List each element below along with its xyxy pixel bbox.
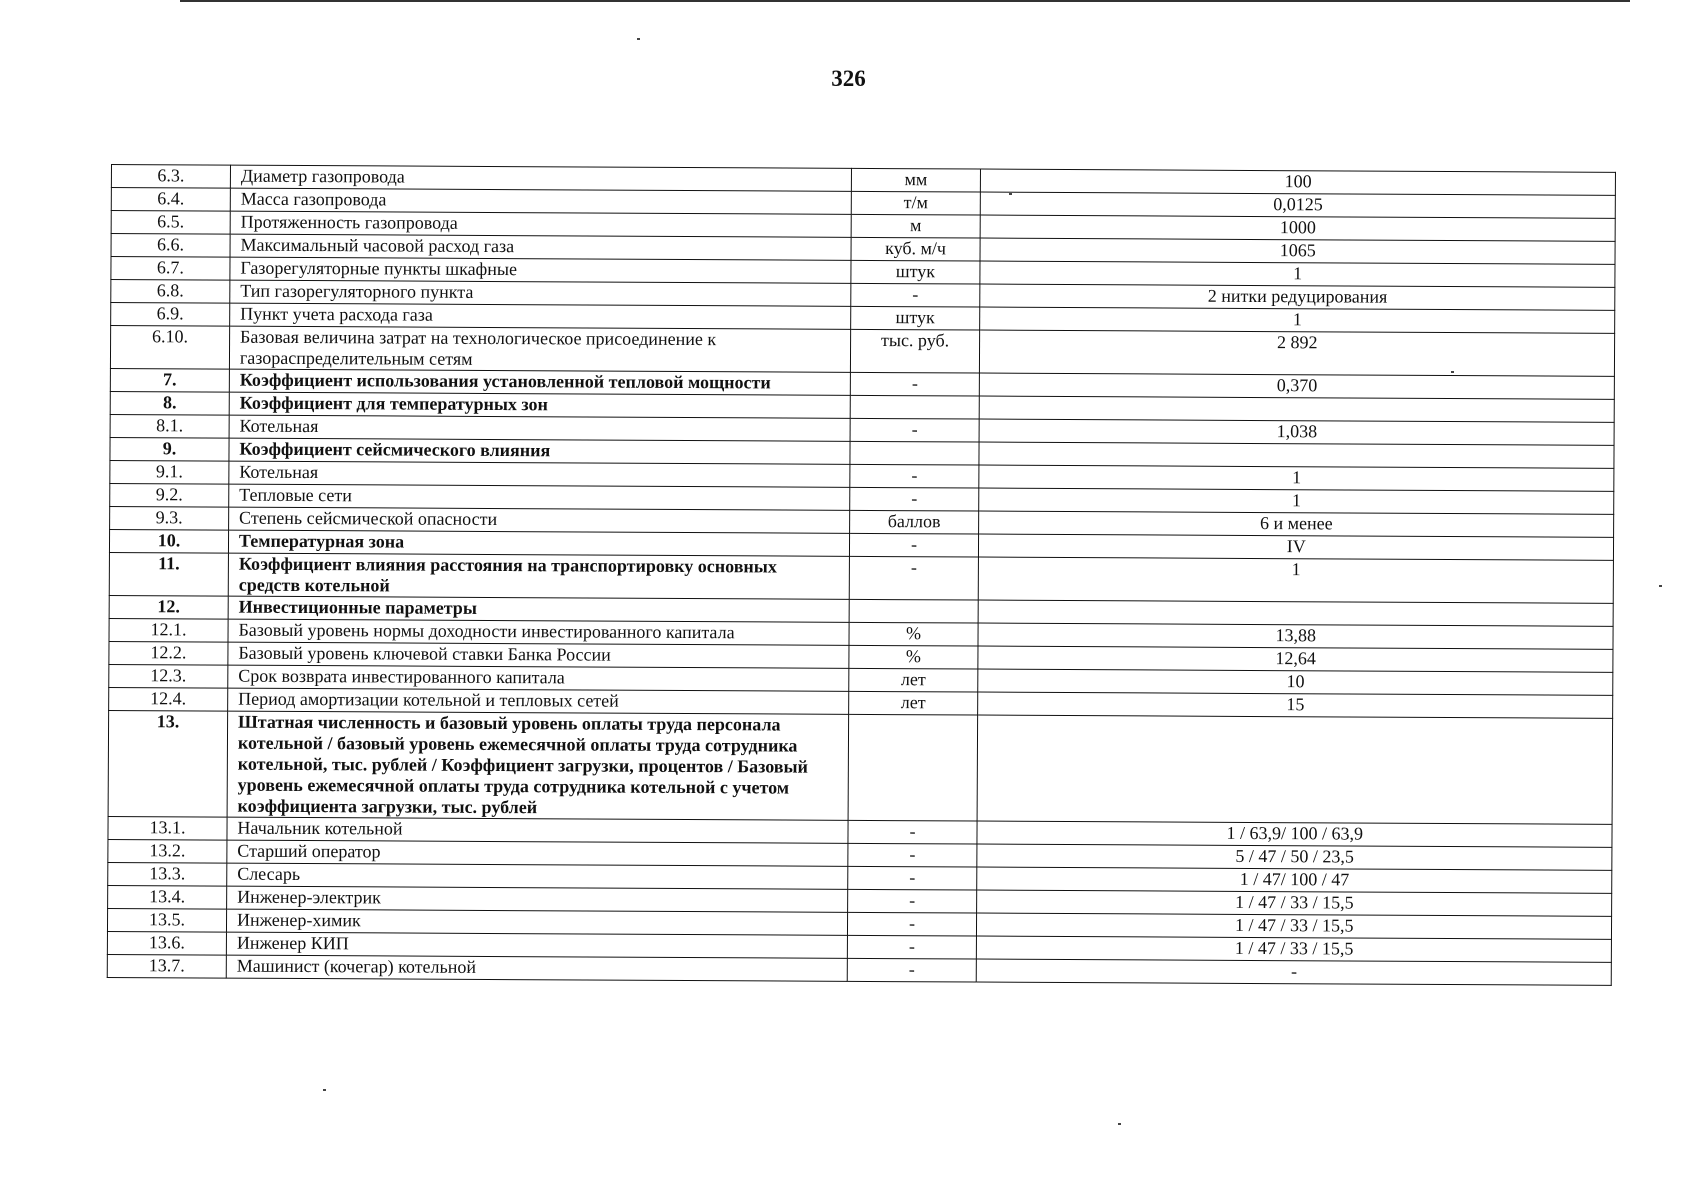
parameter-name-cell: Штатная численность и базовый уровень оплаты труда персонала котельной / базовый уровень ежемесячной оплаты труда сотрудника котельной, тыс. рублей / Коэффициент загрузки, процентов / Базовый уровень ежемесячной оплаты труда сотрудника котельной с учетом коэффициента загрузки, тыс. рублей [227,711,848,820]
parameter-name-cell: Коэффициент использования установленной тепловой мощности [229,369,850,395]
parameter-name-cell: Тепловые сети [229,484,850,510]
unit-cell: - [849,464,979,488]
row-number-cell: 12. [109,595,228,619]
row-number-cell: 13.5. [107,908,226,932]
parameter-name-cell: Котельная [229,415,850,441]
unit-cell: лет [848,668,978,692]
parameters-table-body [107,165,1615,986]
parameter-name-cell: Машинист (кочегар) котельной [226,955,847,981]
value-cell [980,396,1615,422]
unit-cell: - [849,487,979,511]
row-number-cell: 6.9. [111,303,230,327]
value-cell: 10 [978,669,1613,695]
value-cell: 13,88 [978,623,1613,649]
row-number-cell: 6.10. [110,326,229,370]
scan-speck [637,38,640,40]
row-number-cell: 12.1. [109,618,228,642]
row-number-cell: 13.6. [107,931,226,955]
value-cell: 2 нитки редуцирования [980,284,1615,310]
parameter-name-cell: Степень сейсмической опасности [229,507,850,533]
row-number-cell: 6.8. [111,280,230,304]
value-cell: IV [979,534,1614,560]
row-number-cell: 13.3. [108,862,227,886]
parameter-name-cell: Инженер-электрик [227,886,848,912]
row-number-cell: 7. [110,368,229,392]
parameter-name-cell: Старший оператор [227,840,848,866]
row-number-cell: 13.2. [108,839,227,863]
parameter-name-cell: Коэффициент сейсмического влияния [229,438,850,464]
value-cell: 1 / 47 / 33 / 15,5 [977,913,1612,939]
unit-cell: - [847,820,977,844]
parameter-name-cell: Базовый уровень ключевой ставки Банка России [228,642,849,668]
value-cell: 1065 [980,238,1615,264]
value-cell: 1 / 47 / 33 / 15,5 [977,936,1612,962]
value-cell: 100 [981,169,1616,195]
row-number-cell: 13.7. [107,954,226,978]
row-number-cell: 6.4. [111,188,230,212]
parameter-name-cell: Газорегуляторные пункты шкафные [230,257,851,283]
unit-cell [849,441,979,465]
unit-cell [850,395,980,419]
unit-cell: куб. м/ч [851,237,981,261]
row-number-cell: 12.2. [109,641,228,665]
unit-cell: - [847,889,977,913]
unit-cell: - [850,372,980,396]
value-cell: 12,64 [978,646,1613,672]
unit-cell: - [847,912,977,936]
unit-cell: - [850,418,980,442]
scan-speck [1118,1123,1121,1125]
page-number: 326 [831,66,866,91]
row-number-cell: 9.2. [110,483,229,507]
value-cell: 1 / 47 / 33 / 15,5 [977,890,1612,916]
unit-cell [849,599,979,623]
row-number-cell: 13.1. [108,816,227,840]
value-cell [979,600,1614,626]
parameter-name-cell: Инвестиционные параметры [228,596,849,622]
value-cell: 1 [980,307,1615,333]
value-cell: 1000 [981,215,1616,241]
row-number-cell: 13. [108,710,227,817]
parameter-name-cell: Максимальный часовой расход газа [230,234,851,260]
unit-cell: - [847,935,977,959]
row-number-cell: 9.3. [110,506,229,530]
unit-cell: т/м [851,191,981,215]
unit-cell: % [848,645,978,669]
row-number-cell: 6.5. [111,211,230,235]
parameter-name-cell: Срок возврата инвестированного капитала [228,665,849,691]
value-cell: - [977,959,1612,985]
value-cell: 1 / 63,9/ 100 / 63,9 [977,821,1612,847]
unit-cell: - [849,556,979,600]
value-cell: 5 / 47 / 50 / 23,5 [977,844,1612,870]
row-number-cell: 13.4. [108,885,227,909]
scan-edge-line [180,0,1630,5]
parameter-name-cell: Базовая величина затрат на технологическое присоединение к газораспределительным сетям [229,326,850,372]
unit-cell: - [847,866,977,890]
row-number-cell: 8. [110,391,229,415]
parameter-name-cell: Коэффициент для температурных зон [229,392,850,418]
scan-speck [1451,371,1454,373]
row-number-cell: 6.6. [111,234,230,258]
value-cell: 1 [979,557,1614,603]
unit-cell: баллов [849,510,979,534]
row-number-cell: 6.7. [111,257,230,281]
parameter-name-cell: Тип газорегуляторного пункта [230,280,851,306]
value-cell: 1,038 [980,419,1615,445]
unit-cell: - [850,283,980,307]
parameter-name-cell: Протяженность газопровода [230,211,851,237]
parameter-name-cell: Диаметр газопровода [230,165,851,191]
row-number-cell: 6.3. [111,165,230,189]
parameter-name-cell: Период амортизации котельной и тепловых сетей [228,688,849,714]
unit-cell: штук [850,260,980,284]
row-number-cell: 9.1. [110,460,229,484]
unit-cell [848,714,978,821]
parameter-name-cell: Котельная [229,461,850,487]
scan-speck [1009,193,1012,195]
value-cell: 2 892 [980,330,1615,376]
row-number-cell: 11. [109,552,228,596]
unit-cell: - [849,533,979,557]
scan-speck [323,1089,326,1091]
value-cell [978,715,1613,824]
value-cell: 15 [978,692,1613,718]
value-cell: 1 [979,488,1614,514]
value-cell: 1 / 47/ 100 / 47 [977,867,1612,893]
parameter-name-cell: Температурная зона [228,530,849,556]
row-number-cell: 10. [109,529,228,553]
unit-cell: м [851,214,981,238]
unit-cell: - [847,958,977,982]
unit-cell: лет [848,691,978,715]
scan-speck [1659,585,1662,587]
parameter-name-cell: Инженер-химик [226,909,847,935]
table-row [110,326,1614,377]
row-number-cell: 12.4. [109,687,228,711]
row-number-cell: 9. [110,437,229,461]
parameter-name-cell: Инженер КИП [226,932,847,958]
value-cell: 0,370 [980,373,1615,399]
parameters-table [107,164,1616,986]
value-cell: 1 [979,465,1614,491]
unit-cell: - [847,843,977,867]
value-cell [979,442,1614,468]
parameter-name-cell: Базовый уровень нормы доходности инвестированного капитала [228,619,849,645]
value-cell: 1 [980,261,1615,287]
parameter-name-cell: Пункт учета расхода газа [230,303,851,329]
table-row [109,552,1613,603]
parameter-name-cell: Слесарь [227,863,848,889]
parameter-name-cell: Коэффициент влияния расстояния на транспортировку основных средств котельной [228,553,849,599]
unit-cell: мм [851,168,981,192]
unit-cell: % [849,622,979,646]
parameter-name-cell: Масса газопровода [230,188,851,214]
unit-cell: тыс. руб. [850,329,980,373]
value-cell: 6 и менее [979,511,1614,537]
row-number-cell: 8.1. [110,414,229,438]
unit-cell: штук [850,306,980,330]
value-cell: 0,0125 [981,192,1616,218]
table-row [108,710,1613,824]
row-number-cell: 12.3. [109,664,228,688]
parameter-name-cell: Начальник котельной [227,817,848,843]
